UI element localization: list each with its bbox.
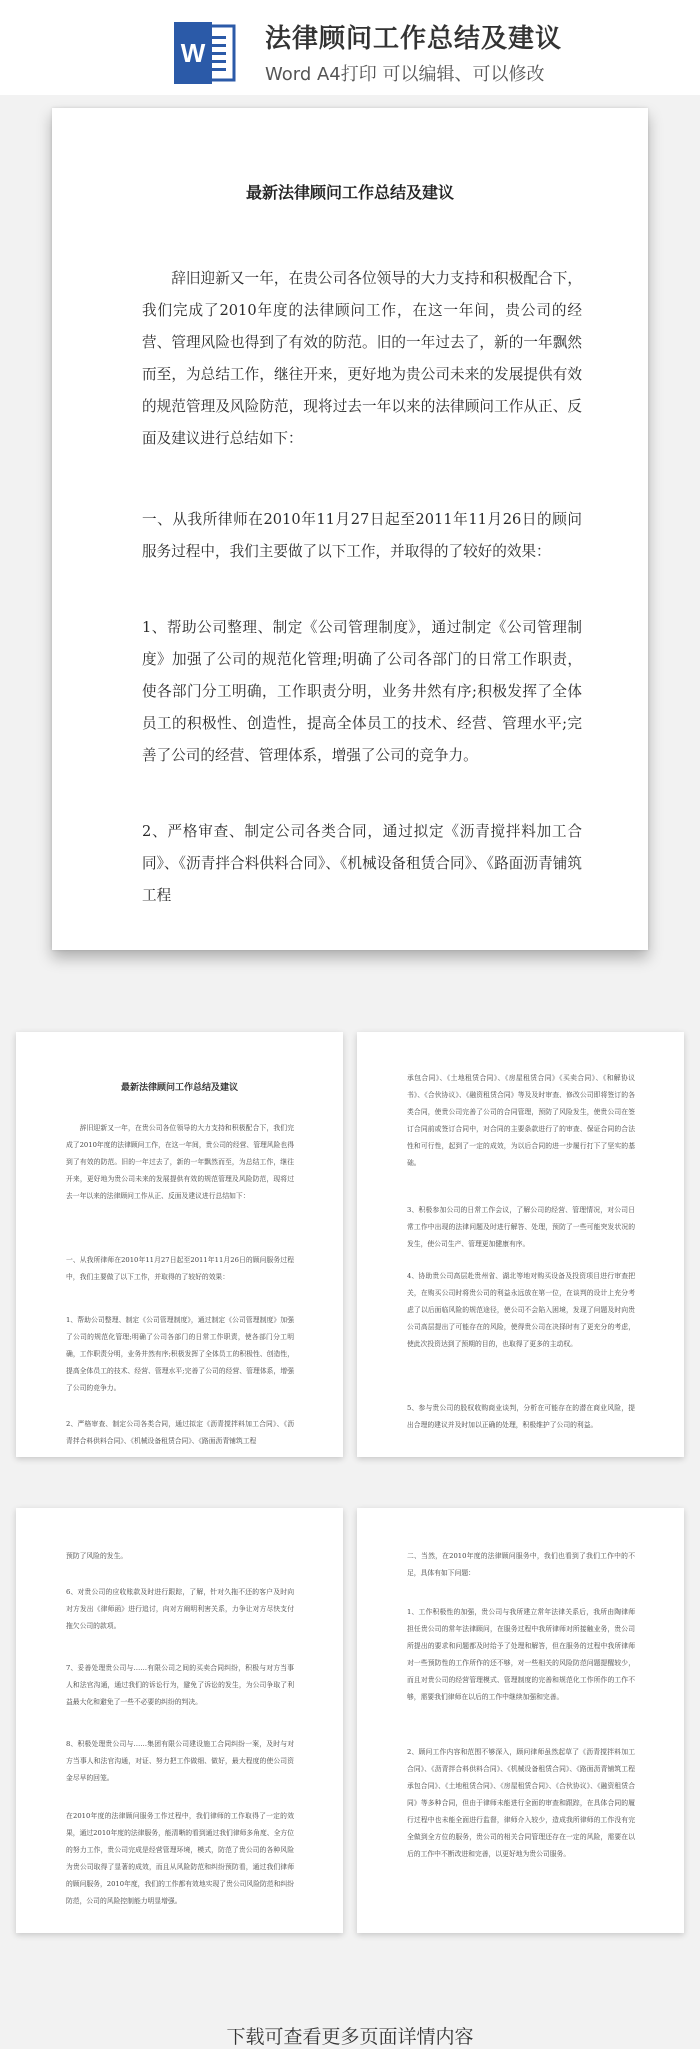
thumbnail-paragraph: 1、工作积极性的加强，贵公司与我所建立常年法律关系后，我所由陶律师担任贵公司的常年法律顾问，在服务过程中我所律师对所接触业务，贵公司所提出的要求和问题都及时给予了处理和解答，但在服务的过程中我所律师对一些预防性的工作所作的还不够，对一些相关的风险防范问题提醒较少，而且对贵公司的经营管理模式、管理制度的完善和规范化工作所作的工作不够，需要我们律师在以后的工作中继续加强和完善。 xyxy=(407,1608,635,1701)
paragraph-intro: 辞旧迎新又一年，在贵公司各位领导的大力支持和积极配合下，我们完成了2010年度的法律顾问工作，在这一年间，贵公司的经营、管理风险也得到了有效的防范。旧的一年过去了，新的一年飘然而至，为总结工作，继往开来，更好地为贵公司未来的发展提供有效的规范管理及风险防范，现将过去一年以来的法律顾问工作从正、反面及建议进行总结如下： xyxy=(142,270,582,447)
thumbnail-title: 最新法律顾问工作总结及建议 xyxy=(120,1083,238,1093)
thumbnail-paragraph: 6、对贵公司的应收账款及时进行跟踪，了解，针对久拖不还的客户及时向对方发出《律师函》进行追讨，向对方阐明利害关系，力争让对方尽快支付拖欠公司的款项。 xyxy=(66,1588,294,1630)
thumbnail-paragraph: 承包合同》、《土地租赁合同》、《房屋租赁合同》《买卖合同》、《和解协议书》、《合伙协议》、《融资租赁合同》等及及时审查、修改公司即将签订的各类合同，使贵公司完善了公司的合同管理，预防了风险发生，使贵公司在签订合同前或签订合同中，对合同的主要条款进行了的审查、保证合同的合法性和可行性，起到了一定的成效，为以后合同的进一步履行打下了坚实的基础。 xyxy=(407,1074,635,1167)
page-thumbnail-3 xyxy=(16,1508,343,1933)
thumbnail-paragraph: 2、严格审查、制定公司各类合同，通过拟定《沥青搅拌料加工合同》、《沥青拌合料供料合同》、《机械设备租赁合同》、《路面沥青铺筑工程 xyxy=(66,1420,294,1445)
thumbnail-paragraph: 8、积极处理贵公司与……集团有限公司建设施工合同纠纷一案，及时与对方当事人和法官沟通，对证、努力把工作做细、做好，最大程度的使公司资金尽早的回笼。 xyxy=(66,1740,294,1782)
main-page-preview xyxy=(52,108,648,950)
paragraph-item-two: 2、严格审查、制定公司各类合同，通过拟定《沥青搅拌料加工合同》、《沥青拌合料供料合同》、《机械设备租赁合同》、《路面沥青铺筑工程 xyxy=(142,823,582,904)
page-thumbnail-1 xyxy=(16,1032,343,1457)
thumbnail-paragraph: 二、当然，在2010年度的法律顾问服务中，我们也看到了我们工作中的不足，具体有如下问题： xyxy=(407,1552,635,1577)
thumbnail-paragraph: 预防了风险的发生。 xyxy=(66,1552,128,1560)
svg-text:W: W xyxy=(180,38,206,68)
document-title: 最新法律顾问工作总结及建议 xyxy=(245,183,454,202)
thumbnail-paragraph: 2、顾问工作内容和范围不够深入，顾问律师虽然起草了《沥青搅拌料加工合同》、《沥青拌合料供料合同》、《机械设备租赁合同》、《路面沥青铺筑工程承包合同》、《土地租赁合同》、《房屋租赁合同》、《合伙协议》、《融资租赁合同》等多种合同，但由于律师未能进行全面的审查和跟踪，在具体合同的履行过程中也未能全面进行监督，律师介入较少，造成我所律师的工作没有完全做到全方位的服务，贵公司的相关合同管理还存在一定的风险，需要在以后的工作中不断改进和完善，以更好地为贵公司服务。 xyxy=(407,1748,635,1858)
paragraph-item-one: 1、帮助公司整理、制定《公司管理制度》，通过制定《公司管理制度》加强了公司的规范化管理;明确了公司各部门的日常工作职责，使各部门分工明确，工作职责分明，业务井然有序;积极发挥了全体员工的积极性、创造性，提高全体员工的技术、经营、管理水平;完善了公司的经营、管理体系，增强了公司的竞争力。 xyxy=(142,619,582,764)
word-document-icon xyxy=(172,20,238,86)
page-thumbnail-4 xyxy=(357,1508,684,1933)
thumbnail-paragraph: 一、从我所律师在2010年11月27日起至2011年11月26日的顾问服务过程中，我们主要做了以下工作，并取得的了较好的效果： xyxy=(66,1256,294,1281)
header-subtitle: Word A4打印 可以编辑、可以修改 xyxy=(265,64,545,85)
thumbnail-paragraph: 5、参与贵公司的股权收购商业谈判，分析在可能存在的潜在商业风险，提出合理的建议并及时加以正确的处理，积极维护了公司的利益。 xyxy=(407,1404,635,1429)
thumbnail-paragraph: 3、积极参加公司的日常工作会议，了解公司的经营、管理情况，对公司日常工作中出现的法律问题及时进行解答、处理，预防了一些可能突发状况的发生，使公司生产、管理更加健康有序。 xyxy=(407,1206,635,1248)
page-thumbnail-2 xyxy=(357,1032,684,1457)
thumbnail-paragraph: 4、协助贵公司高层赴贵州省、湖北等地对购买设备及投资项目进行审查把关，在购买公司时将贵公司的利益永远放在第一位，在谈判的设计上充分考虑了以后面临风险的规范途径，使公司不会陷入困境，发现了问题及时向贵公司高层提出了可能存在的风险，使得贵公司在决择时有了更充分的考虑，使此次投资达到了预期的目的，也取得了更多的主动权。 xyxy=(407,1272,635,1348)
paragraph-section-one: 一、从我所律师在2010年11月27日起至2011年11月26日的顾问服务过程中，我们主要做了以下工作，并取得的了较好的效果： xyxy=(142,511,582,560)
thumbnail-paragraph: 辞旧迎新又一年，在贵公司各位领导的大力支持和积极配合下，我们完成了2010年度的法律顾问工作，在这一年间，贵公司的经营、管理风险也得到了有效的防范。旧的一年过去了，新的一年飘然而至，为总结工作，继往开来，更好地为贵公司未来的发展提供有效的规范管理及风险防范，现将过去一年以来的法律顾问工作从正、反面及建议进行总结如下： xyxy=(66,1124,294,1200)
thumbnail-paragraph: 7、妥善处理贵公司与……有限公司之间的买卖合同纠纷，积极与对方当事人和法官沟通，通过我们的诉讼行为，避免了诉讼的发生，为公司争取了利益最大化和避免了一些不必要的纠纷的判决。 xyxy=(66,1664,294,1706)
thumbnail-paragraph: 1、帮助公司整理、制定《公司管理制度》，通过制定《公司管理制度》加强了公司的规范化管理;明确了公司各部门的日常工作职责，使各部门分工明确，工作职责分明，业务井然有序;积极发挥了全体员工的积极性、创造性，提高全体员工的技术、经营、管理水平;完善了公司的经营、管理体系，增强了公司的竞争力。 xyxy=(66,1316,294,1392)
footer-download-hint[interactable]: 下载可查看更多页面详情内容 xyxy=(226,2026,474,2048)
thumbnail-paragraph: 在2010年度的法律顾问服务工作过程中，我们律师的工作取得了一定的效果，通过2010年度的法律服务，能清晰的看到通过我们律师多角度、全方位的努力工作，贵公司完成是经营管理环境，模式，防范了贵公司的各种风险为贵公司取得了显著的成效，而且从风险防范和纠纷预防看，通过我们律师的顾问服务，2010年度，我们的工作都有效地实现了贵公司风险防范和纠纷防范，公司的风险控制能力明显增强。 xyxy=(66,1812,294,1905)
top-header xyxy=(0,0,700,95)
header-title: 法律顾问工作总结及建议 xyxy=(265,24,563,54)
